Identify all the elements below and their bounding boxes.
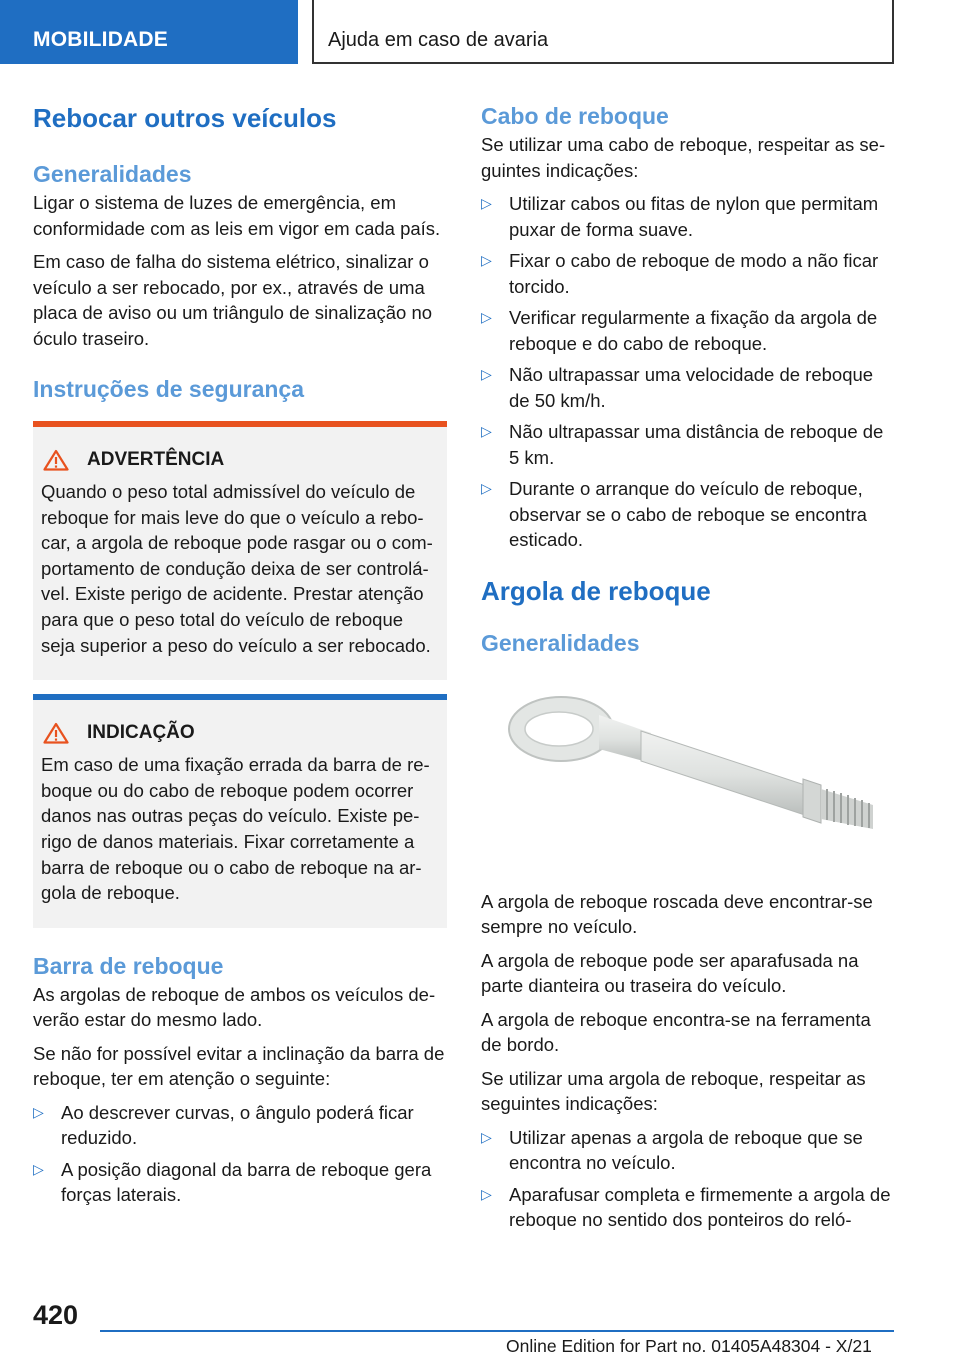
bullet-triangle-icon: ▷ <box>481 480 492 496</box>
note-label: INDICAÇÃO <box>87 722 195 744</box>
tow-eye-illustration <box>481 659 895 889</box>
paragraph: Em caso de falha do sistema elétrico, sinalizar o veículo a ser rebocado, por ex., através de uma placa de aviso ou um triângulo de sinalização no óculo traseiro. <box>33 251 433 349</box>
paragraph: A argola de reboque pode ser aparafusada na parte dianteira ou traseira do veículo. <box>481 949 859 996</box>
bullet-triangle-icon: ▷ <box>481 423 492 439</box>
paragraph: A argola de reboque encontra-se na ferramenta de bordo. <box>481 1008 871 1055</box>
bullet-triangle-icon: ▷ <box>481 195 492 211</box>
header-chapter-title: Ajuda em caso de avaria <box>312 0 894 64</box>
bullet-triangle-icon: ▷ <box>481 1128 492 1145</box>
left-column <box>33 100 447 1214</box>
paragraph: Se utilizar uma cabo de reboque, respeitar as se‐guintes indicações: <box>481 134 886 181</box>
bullet-triangle-icon: ▷ <box>481 1185 492 1202</box>
paragraph: Se utilizar uma argola de reboque, respeitar as seguintes indicações: <box>481 1067 866 1114</box>
list-item: ▷ Fixar o cabo de reboque de modo a não ficar torcido. <box>481 250 879 297</box>
bullet-triangle-icon: ▷ <box>33 1160 44 1177</box>
list-item: ▷ A posição diagonal da barra de reboque gera forças laterais. <box>33 1158 432 1206</box>
list-item: ▷ Utilizar cabos ou fitas de nylon que permitam puxar de forma suave. <box>481 193 879 240</box>
list-item: ▷ Utilizar apenas a argola de reboque que se encontra no veículo. <box>481 1126 863 1173</box>
section-title-rebocar: Rebocar outros veículos <box>33 103 337 133</box>
list-item: ▷ Aparafusar completa e firmemente a argola de reboque no sentido dos ponteiros do reló‐ <box>481 1183 891 1230</box>
list-item: ▷ Ao descrever curvas, o ângulo poderá ficar reduzido. <box>33 1101 414 1149</box>
eye-bullet-list <box>481 1125 895 1233</box>
heading-generalidades: Generalidades <box>33 161 192 187</box>
note-text: Em caso de uma fixação errada da barra de re‐boque ou do cabo de reboque podem ocorrer danos nas outras peças do veículo. Existe pe‐rigo de danos materiais. Fixar corretamente a barra de reboque ou o cabo de reboque na ar‐gola de reboque. <box>41 754 430 904</box>
paragraph: A argola de reboque roscada deve encontrar-se sempre no veículo. <box>481 890 873 937</box>
warning-label: ADVERTÊNCIA <box>87 449 225 470</box>
note-triangle-icon <box>43 722 69 744</box>
list-item: ▷ Não ultrapassar uma velocidade de reboque de 50 km/h. <box>481 364 874 411</box>
warning-box-title <box>41 447 439 473</box>
paragraph: As argolas de reboque de ambos os veículos de‐verão estar do mesmo lado. <box>33 983 436 1031</box>
heading-cabo-reboque: Cabo de reboque <box>481 103 669 129</box>
page-number: 420 <box>33 1300 79 1330</box>
footer-edition-text: Online Edition for Part no. 01405A48304 - X/21 <box>506 1336 872 1356</box>
heading-instrucoes-seguranca: Instruções de segurança <box>33 376 304 402</box>
bullet-triangle-icon: ▷ <box>481 366 492 382</box>
list-item: ▷ Não ultrapassar uma distância de reboque de 5 km. <box>481 421 884 468</box>
bullet-triangle-icon: ▷ <box>481 309 492 325</box>
warning-text: Quando o peso total admissível do veículo de reboque for mais leve do que o veículo a rebo‐car, a argola de reboque pode rasgar ou o com‐portamento de condução deixa de ser controlá‐vel. Existe perigo de acidente. Prestar atenção para que o peso total do veículo de reboque seja superior a peso do veículo a ser rebocado. <box>41 481 433 656</box>
heading-barra-reboque: Barra de reboque <box>33 952 224 979</box>
footer-divider <box>100 1330 894 1332</box>
right-column <box>481 100 895 1239</box>
bullet-triangle-icon: ▷ <box>33 1103 44 1120</box>
note-box <box>33 694 447 928</box>
list-item: ▷ Verificar regularmente a fixação da argola de reboque e do cabo de reboque. <box>481 307 878 354</box>
bullet-triangle-icon: ▷ <box>481 252 492 268</box>
note-box-title <box>41 720 439 746</box>
warning-box <box>33 421 447 680</box>
heading-generalidades-argola: Generalidades <box>481 629 640 656</box>
list-item: ▷ Durante o arranque do veículo de reboque, observar se o cabo de reboque se encontra esticado. <box>481 478 867 550</box>
header-section-tab: MOBILIDADE <box>0 0 298 64</box>
tow-eye-image <box>481 659 895 889</box>
paragraph: Ligar o sistema de luzes de emergência, em conformidade com as leis em vigor em cada país. <box>33 192 441 239</box>
section-title-argola: Argola de reboque <box>481 575 711 606</box>
cable-bullet-list <box>481 191 895 553</box>
warning-triangle-icon <box>43 449 69 471</box>
towbar-bullet-list <box>33 1100 447 1208</box>
paragraph: Se não for possível evitar a inclinação da barra de reboque, ter em atenção o seguinte: <box>33 1042 445 1090</box>
